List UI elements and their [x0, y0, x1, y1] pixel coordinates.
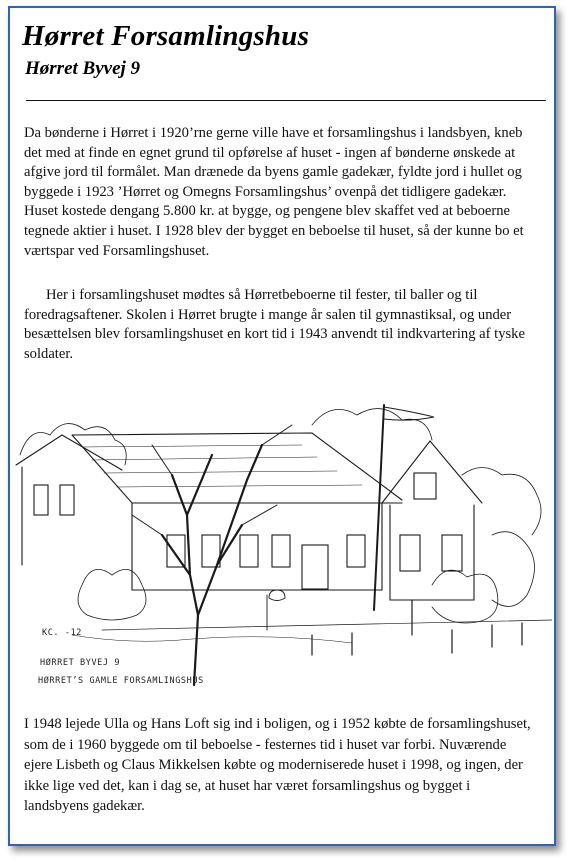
page-title: Hørret Forsamlingshus: [22, 20, 310, 52]
house-sketch-illustration: [12, 385, 552, 705]
sketch-caption-title: HØRRET’S GAMLE FORSAMLINGSHUS: [38, 676, 204, 686]
sketch-signature: KC. -12: [42, 628, 83, 638]
paragraph-later-history: I 1948 lejede Ulla og Hans Loft sig ind i boligen, og i 1952 købte de forsamlingshuset, som de i 1960 byggede om til beboelse - festernes tid i huset var forbi. Nuværende ejere Lisbeth og Claus Mikkelsen købte og moderniserede huset i 1998, og ingen, der ikke lige ved det, kan i dag se, at huset har været forsamlingshus og bygget i landsbyens gadekær.: [24, 716, 531, 814]
paragraph-history: Da bønderne i Hørret i 1920’rne gerne ville have et forsamlingshus i landsbyen, kneb det med at finde en egnet grund til opførelse af huset - ingen af bønderne ønskede at afgive jord til formålet. Man drænede da byens gamle gadekær, fyldte jord i hullet og byggede i 1923 ’Hørret og Omegns Forsamlingshus’ ovenpå det tidligere gadekær. Huset kostede dengang 5.800 kr. at bygge, og pengene blev skaffet ved at beboerne tegnede aktier i huset. I 1928 blev der bygget en beboelse til huset, så der kunne bo et værtspar ved Forsamlingshuset.: [24, 125, 524, 259]
sketch-caption-address: HØRRET BYVEJ 9: [40, 658, 121, 668]
page-subtitle: Hørret Byvej 9: [25, 58, 141, 79]
title-divider: [26, 100, 546, 101]
paragraph-usage: Her i forsamlingshuset mødtes så Hørretbeboerne til fester, til baller og til foredragsaftener. Skolen i Hørret brugte i mange år salen til gymnastiksal, og under besættelsen blev forsamlingshuset en kort tid i 1943 anvendt til indkvartering af tyske soldater.: [24, 287, 525, 362]
